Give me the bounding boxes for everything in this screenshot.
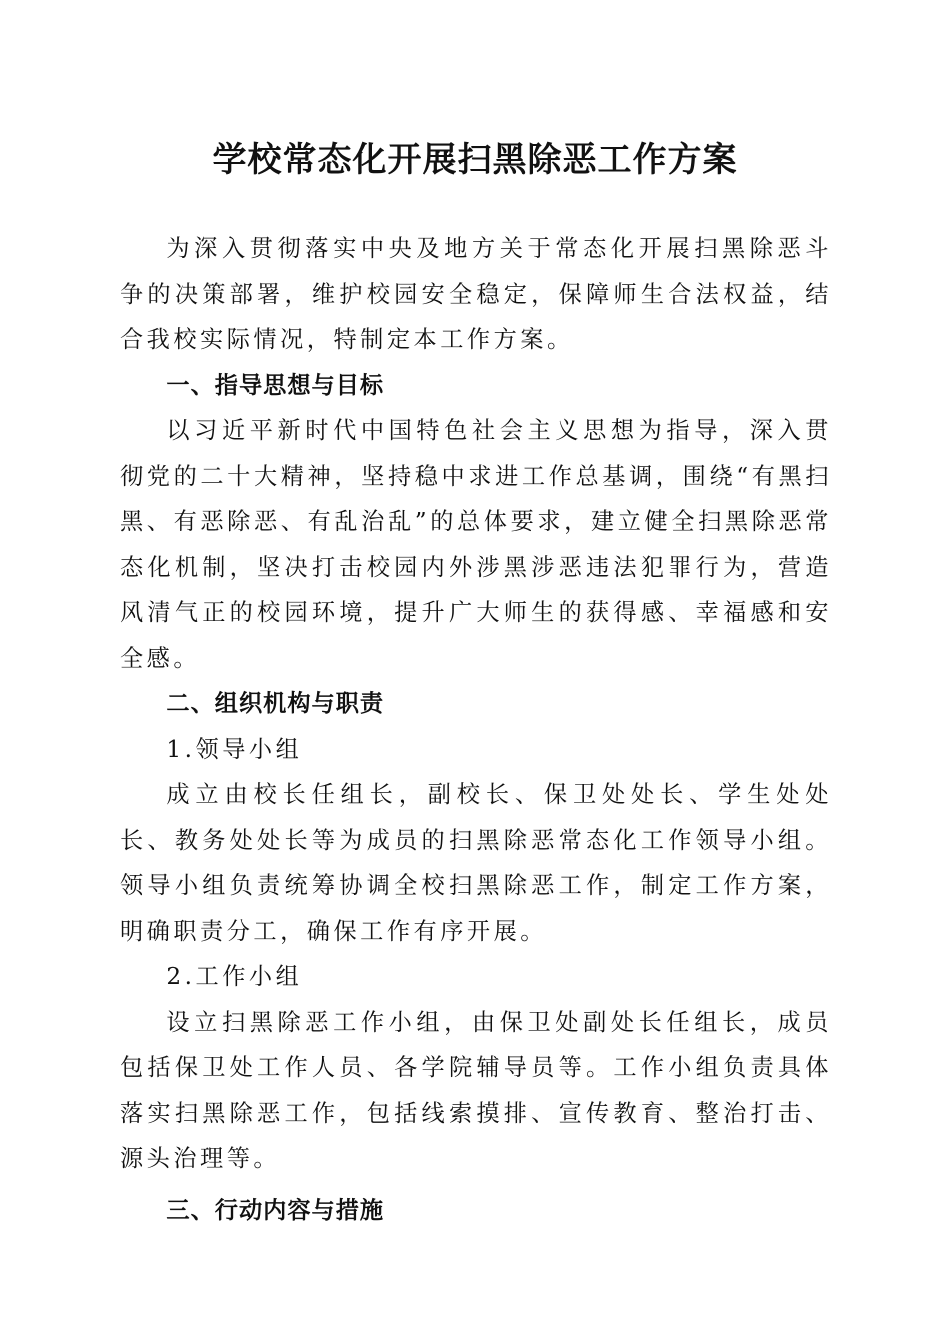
section-1-paragraph: 以习近平新时代中国特色社会主义思想为指导，深入贯彻党的二十大精神，坚持稳中求进工作总基调，围绕“有黑扫黑、有恶除恶、有乱治乱”的总体要求，建立健全扫黑除恶常态化机制，坚决打击校园内外涉黑涉恶违法犯罪行为，营造风清气正的校园环境，提升广大师生的获得感、幸福感和安全感。 (120, 417, 832, 672)
subsection-2-heading: 2.工作小组 (166, 963, 303, 990)
subsection-1-paragraph: 成立由校长任组长，副校长、保卫处处长、学生处处长、教务处处长等为成员的扫黑除恶常态化工作领导小组。领导小组负责统筹协调全校扫黑除恶工作，制定工作方案，明确职责分工，确保工作有序开展。 (120, 781, 832, 945)
subsection-1-heading: 1.领导小组 (166, 735, 303, 763)
section-3-heading: 三、行动内容与措施 (166, 1196, 385, 1224)
section-1-heading: 一、指导思想与目标 (166, 371, 385, 399)
subsection-2-paragraph: 设立扫黑除恶工作小组，由保卫处副处长任组长，成员包括保卫处工作人员、各学院辅导员等。工作小组负责具体落实扫黑除恶工作，包括线索摸排、宣传教育、整治打击、源头治理等。 (120, 1008, 832, 1172)
intro-paragraph: 为深入贯彻落实中央及地方关于常态化开展扫黑除恶斗争的决策部署，维护校园安全稳定，保障师生合法权益，结合我校实际情况，特制定本工作方案。 (120, 235, 832, 353)
document-body (120, 226, 832, 1233)
document-title: 学校常态化开展扫黑除恶工作方案 (212, 140, 738, 180)
section-2-heading: 二、组织机构与职责 (166, 690, 385, 717)
